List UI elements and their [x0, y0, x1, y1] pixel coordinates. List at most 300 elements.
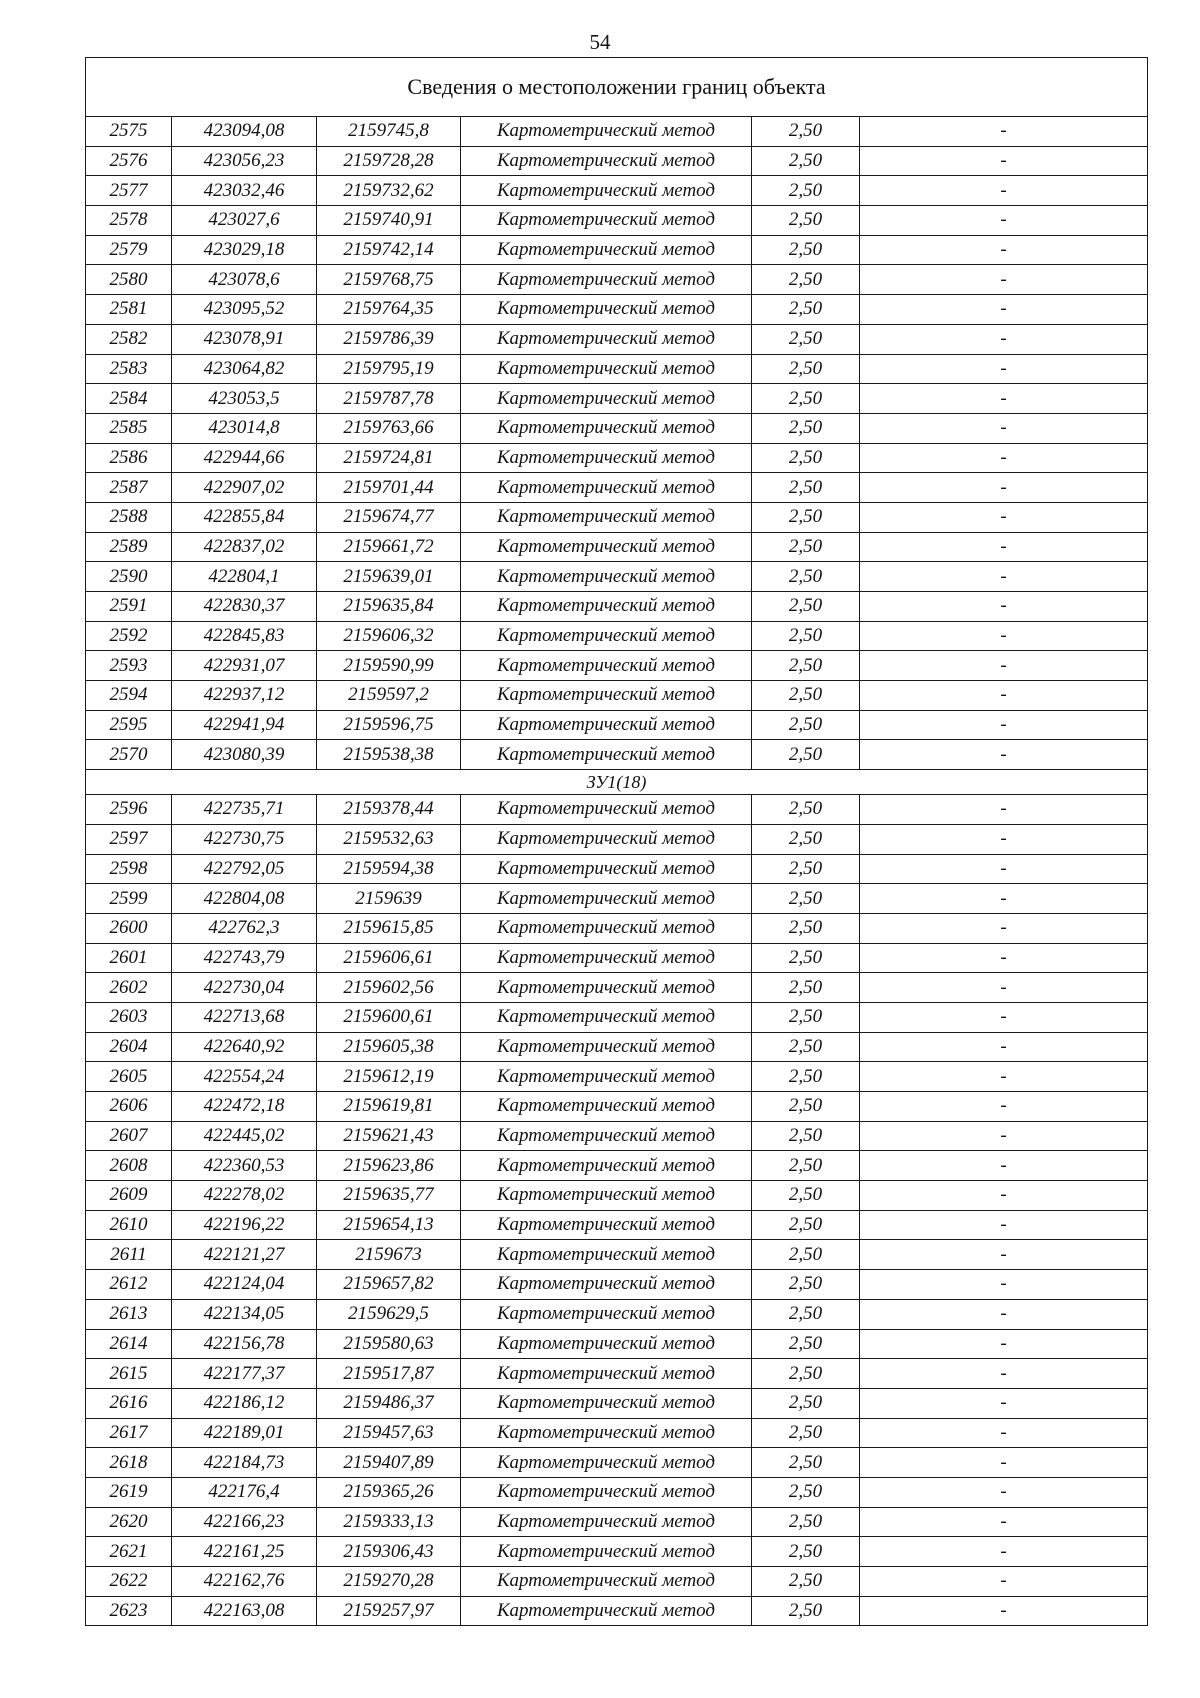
y-coordinate-cell: 2159623,86 [317, 1151, 461, 1181]
table-row [86, 473, 1148, 503]
x-coordinate-cell: 422845,83 [172, 621, 317, 651]
accuracy-cell: 2,50 [752, 146, 860, 176]
accuracy-cell: 2,50 [752, 562, 860, 592]
table-row [86, 681, 1148, 711]
section-label: ЗУ1(18) [86, 770, 1148, 795]
method-cell: Картометрический метод [461, 235, 752, 265]
table-row [86, 913, 1148, 943]
description-cell: - [860, 884, 1148, 914]
table-row [86, 824, 1148, 854]
description-cell: - [860, 1240, 1148, 1270]
description-cell: - [860, 176, 1148, 206]
x-coordinate-cell: 422804,08 [172, 884, 317, 914]
accuracy-cell: 2,50 [752, 1448, 860, 1478]
accuracy-cell: 2,50 [752, 1062, 860, 1092]
description-cell: - [860, 146, 1148, 176]
method-cell: Картометрический метод [461, 1567, 752, 1597]
y-coordinate-cell: 2159619,81 [317, 1092, 461, 1122]
x-coordinate-cell: 422855,84 [172, 502, 317, 532]
point-number-cell: 2598 [86, 854, 172, 884]
method-cell: Картометрический метод [461, 1359, 752, 1389]
table-row [86, 973, 1148, 1003]
y-coordinate-cell: 2159654,13 [317, 1210, 461, 1240]
accuracy-cell: 2,50 [752, 1596, 860, 1626]
description-cell: - [860, 1121, 1148, 1151]
table-row [86, 1299, 1148, 1329]
point-number-cell: 2606 [86, 1092, 172, 1122]
x-coordinate-cell: 422640,92 [172, 1032, 317, 1062]
method-cell: Картометрический метод [461, 884, 752, 914]
x-coordinate-cell: 422161,25 [172, 1537, 317, 1567]
accuracy-cell: 2,50 [752, 1507, 860, 1537]
table-row [86, 413, 1148, 443]
y-coordinate-cell: 2159486,37 [317, 1388, 461, 1418]
table-row [86, 1151, 1148, 1181]
point-number-cell: 2620 [86, 1507, 172, 1537]
y-coordinate-cell: 2159674,77 [317, 502, 461, 532]
method-cell: Картометрический метод [461, 1002, 752, 1032]
accuracy-cell: 2,50 [752, 473, 860, 503]
table-row [86, 295, 1148, 325]
description-cell: - [860, 443, 1148, 473]
accuracy-cell: 2,50 [752, 1418, 860, 1448]
point-number-cell: 2609 [86, 1181, 172, 1211]
description-cell: - [860, 265, 1148, 295]
table-row [86, 324, 1148, 354]
method-cell: Картометрический метод [461, 1092, 752, 1122]
method-cell: Картометрический метод [461, 592, 752, 622]
y-coordinate-cell: 2159407,89 [317, 1448, 461, 1478]
point-number-cell: 2575 [86, 117, 172, 147]
table-row [86, 1418, 1148, 1448]
table-row [86, 443, 1148, 473]
y-coordinate-cell: 2159629,5 [317, 1299, 461, 1329]
accuracy-cell: 2,50 [752, 532, 860, 562]
x-coordinate-cell: 422186,12 [172, 1388, 317, 1418]
y-coordinate-cell: 2159639,01 [317, 562, 461, 592]
accuracy-cell: 2,50 [752, 651, 860, 681]
table-row [86, 1477, 1148, 1507]
table-row [86, 235, 1148, 265]
table-row [86, 146, 1148, 176]
y-coordinate-cell: 2159365,26 [317, 1477, 461, 1507]
x-coordinate-cell: 422554,24 [172, 1062, 317, 1092]
point-number-cell: 2623 [86, 1596, 172, 1626]
description-cell: - [860, 384, 1148, 414]
accuracy-cell: 2,50 [752, 1151, 860, 1181]
x-coordinate-cell: 423078,6 [172, 265, 317, 295]
point-number-cell: 2588 [86, 502, 172, 532]
x-coordinate-cell: 422837,02 [172, 532, 317, 562]
point-number-cell: 2594 [86, 681, 172, 711]
description-cell: - [860, 943, 1148, 973]
y-coordinate-cell: 2159257,97 [317, 1596, 461, 1626]
description-cell: - [860, 562, 1148, 592]
x-coordinate-cell: 422196,22 [172, 1210, 317, 1240]
method-cell: Картометрический метод [461, 681, 752, 711]
description-cell: - [860, 354, 1148, 384]
method-cell: Картометрический метод [461, 824, 752, 854]
point-number-cell: 2581 [86, 295, 172, 325]
x-coordinate-cell: 423080,39 [172, 740, 317, 770]
point-number-cell: 2597 [86, 824, 172, 854]
point-number-cell: 2585 [86, 413, 172, 443]
y-coordinate-cell: 2159787,78 [317, 384, 461, 414]
point-number-cell: 2584 [86, 384, 172, 414]
method-cell: Картометрический метод [461, 710, 752, 740]
point-number-cell: 2616 [86, 1388, 172, 1418]
description-cell: - [860, 1418, 1148, 1448]
table-row [86, 943, 1148, 973]
table-row [86, 562, 1148, 592]
point-number-cell: 2611 [86, 1240, 172, 1270]
method-cell: Картометрический метод [461, 795, 752, 825]
method-cell: Картометрический метод [461, 295, 752, 325]
description-cell: - [860, 824, 1148, 854]
x-coordinate-cell: 423056,23 [172, 146, 317, 176]
description-cell: - [860, 1388, 1148, 1418]
accuracy-cell: 2,50 [752, 443, 860, 473]
x-coordinate-cell: 422730,75 [172, 824, 317, 854]
table-row [86, 1388, 1148, 1418]
description-cell: - [860, 1537, 1148, 1567]
x-coordinate-cell: 423064,82 [172, 354, 317, 384]
point-number-cell: 2577 [86, 176, 172, 206]
y-coordinate-cell: 2159590,99 [317, 651, 461, 681]
description-cell: - [860, 1359, 1148, 1389]
y-coordinate-cell: 2159732,62 [317, 176, 461, 206]
description-cell: - [860, 854, 1148, 884]
y-coordinate-cell: 2159728,28 [317, 146, 461, 176]
x-coordinate-cell: 422134,05 [172, 1299, 317, 1329]
accuracy-cell: 2,50 [752, 324, 860, 354]
point-number-cell: 2590 [86, 562, 172, 592]
y-coordinate-cell: 2159600,61 [317, 1002, 461, 1032]
point-number-cell: 2607 [86, 1121, 172, 1151]
accuracy-cell: 2,50 [752, 1388, 860, 1418]
x-coordinate-cell: 422121,27 [172, 1240, 317, 1270]
y-coordinate-cell: 2159661,72 [317, 532, 461, 562]
method-cell: Картометрический метод [461, 146, 752, 176]
accuracy-cell: 2,50 [752, 265, 860, 295]
point-number-cell: 2591 [86, 592, 172, 622]
point-number-cell: 2579 [86, 235, 172, 265]
accuracy-cell: 2,50 [752, 854, 860, 884]
accuracy-cell: 2,50 [752, 354, 860, 384]
method-cell: Картометрический метод [461, 265, 752, 295]
accuracy-cell: 2,50 [752, 1032, 860, 1062]
point-number-cell: 2595 [86, 710, 172, 740]
accuracy-cell: 2,50 [752, 1002, 860, 1032]
description-cell: - [860, 1062, 1148, 1092]
method-cell: Картометрический метод [461, 621, 752, 651]
accuracy-cell: 2,50 [752, 1567, 860, 1597]
description-cell: - [860, 1092, 1148, 1122]
method-cell: Картометрический метод [461, 443, 752, 473]
point-number-cell: 2593 [86, 651, 172, 681]
y-coordinate-cell: 2159795,19 [317, 354, 461, 384]
y-coordinate-cell: 2159673 [317, 1240, 461, 1270]
method-cell: Картометрический метод [461, 1299, 752, 1329]
boundary-coordinates-table [85, 57, 1148, 1626]
x-coordinate-cell: 422163,08 [172, 1596, 317, 1626]
y-coordinate-cell: 2159306,43 [317, 1537, 461, 1567]
accuracy-cell: 2,50 [752, 1477, 860, 1507]
y-coordinate-cell: 2159606,32 [317, 621, 461, 651]
description-cell: - [860, 206, 1148, 236]
y-coordinate-cell: 2159612,19 [317, 1062, 461, 1092]
method-cell: Картометрический метод [461, 176, 752, 206]
y-coordinate-cell: 2159594,38 [317, 854, 461, 884]
table-row [86, 1507, 1148, 1537]
method-cell: Картометрический метод [461, 1596, 752, 1626]
method-cell: Картометрический метод [461, 1388, 752, 1418]
point-number-cell: 2583 [86, 354, 172, 384]
table-row [86, 1181, 1148, 1211]
x-coordinate-cell: 422156,78 [172, 1329, 317, 1359]
description-cell: - [860, 1032, 1148, 1062]
x-coordinate-cell: 422162,76 [172, 1567, 317, 1597]
x-coordinate-cell: 422445,02 [172, 1121, 317, 1151]
table-row [86, 1596, 1148, 1626]
x-coordinate-cell: 423095,52 [172, 295, 317, 325]
accuracy-cell: 2,50 [752, 681, 860, 711]
method-cell: Картометрический метод [461, 1121, 752, 1151]
accuracy-cell: 2,50 [752, 1240, 860, 1270]
table-row [86, 265, 1148, 295]
x-coordinate-cell: 422184,73 [172, 1448, 317, 1478]
accuracy-cell: 2,50 [752, 384, 860, 414]
y-coordinate-cell: 2159639 [317, 884, 461, 914]
x-coordinate-cell: 422792,05 [172, 854, 317, 884]
x-coordinate-cell: 422944,66 [172, 443, 317, 473]
y-coordinate-cell: 2159378,44 [317, 795, 461, 825]
y-coordinate-cell: 2159786,39 [317, 324, 461, 354]
description-cell: - [860, 324, 1148, 354]
method-cell: Картометрический метод [461, 740, 752, 770]
point-number-cell: 2619 [86, 1477, 172, 1507]
x-coordinate-cell: 423014,8 [172, 413, 317, 443]
point-number-cell: 2608 [86, 1151, 172, 1181]
table-row [86, 1121, 1148, 1151]
x-coordinate-cell: 422713,68 [172, 1002, 317, 1032]
method-cell: Картометрический метод [461, 324, 752, 354]
method-cell: Картометрический метод [461, 973, 752, 1003]
point-number-cell: 2582 [86, 324, 172, 354]
point-number-cell: 2587 [86, 473, 172, 503]
table-row [86, 1329, 1148, 1359]
accuracy-cell: 2,50 [752, 1092, 860, 1122]
description-cell: - [860, 235, 1148, 265]
accuracy-cell: 2,50 [752, 1299, 860, 1329]
method-cell: Картометрический метод [461, 1537, 752, 1567]
y-coordinate-cell: 2159602,56 [317, 973, 461, 1003]
accuracy-cell: 2,50 [752, 1210, 860, 1240]
point-number-cell: 2580 [86, 265, 172, 295]
accuracy-cell: 2,50 [752, 795, 860, 825]
table-row [86, 710, 1148, 740]
x-coordinate-cell: 422176,4 [172, 1477, 317, 1507]
point-number-cell: 2613 [86, 1299, 172, 1329]
y-coordinate-cell: 2159333,13 [317, 1507, 461, 1537]
x-coordinate-cell: 423053,5 [172, 384, 317, 414]
accuracy-cell: 2,50 [752, 913, 860, 943]
point-number-cell: 2586 [86, 443, 172, 473]
table-row [86, 1537, 1148, 1567]
x-coordinate-cell: 422166,23 [172, 1507, 317, 1537]
x-coordinate-cell: 422937,12 [172, 681, 317, 711]
accuracy-cell: 2,50 [752, 1537, 860, 1567]
table-row [86, 1210, 1148, 1240]
description-cell: - [860, 1181, 1148, 1211]
point-number-cell: 2596 [86, 795, 172, 825]
accuracy-cell: 2,50 [752, 235, 860, 265]
point-number-cell: 2618 [86, 1448, 172, 1478]
x-coordinate-cell: 422177,37 [172, 1359, 317, 1389]
x-coordinate-cell: 422804,1 [172, 562, 317, 592]
table-row [86, 206, 1148, 236]
table-row [86, 1448, 1148, 1478]
table-row [86, 176, 1148, 206]
y-coordinate-cell: 2159605,38 [317, 1032, 461, 1062]
method-cell: Картометрический метод [461, 1448, 752, 1478]
description-cell: - [860, 592, 1148, 622]
table-row [86, 1032, 1148, 1062]
accuracy-cell: 2,50 [752, 973, 860, 1003]
description-cell: - [860, 117, 1148, 147]
table-row [86, 117, 1148, 147]
point-number-cell: 2617 [86, 1418, 172, 1448]
description-cell: - [860, 795, 1148, 825]
table-row [86, 1092, 1148, 1122]
accuracy-cell: 2,50 [752, 1329, 860, 1359]
y-coordinate-cell: 2159768,75 [317, 265, 461, 295]
description-cell: - [860, 651, 1148, 681]
description-cell: - [860, 621, 1148, 651]
x-coordinate-cell: 422941,94 [172, 710, 317, 740]
method-cell: Картометрический метод [461, 473, 752, 503]
x-coordinate-cell: 423027,6 [172, 206, 317, 236]
x-coordinate-cell: 422830,37 [172, 592, 317, 622]
description-cell: - [860, 973, 1148, 1003]
method-cell: Картометрический метод [461, 1270, 752, 1300]
accuracy-cell: 2,50 [752, 884, 860, 914]
point-number-cell: 2600 [86, 913, 172, 943]
x-coordinate-cell: 422189,01 [172, 1418, 317, 1448]
description-cell: - [860, 295, 1148, 325]
x-coordinate-cell: 423094,08 [172, 117, 317, 147]
accuracy-cell: 2,50 [752, 295, 860, 325]
method-cell: Картометрический метод [461, 206, 752, 236]
table-row [86, 1062, 1148, 1092]
method-cell: Картометрический метод [461, 1032, 752, 1062]
table-row [86, 884, 1148, 914]
description-cell: - [860, 1210, 1148, 1240]
method-cell: Картометрический метод [461, 1418, 752, 1448]
accuracy-cell: 2,50 [752, 413, 860, 443]
description-cell: - [860, 1507, 1148, 1537]
description-cell: - [860, 1270, 1148, 1300]
table-row [86, 384, 1148, 414]
y-coordinate-cell: 2159745,8 [317, 117, 461, 147]
point-number-cell: 2570 [86, 740, 172, 770]
method-cell: Картометрический метод [461, 1240, 752, 1270]
x-coordinate-cell: 422743,79 [172, 943, 317, 973]
table-row [86, 502, 1148, 532]
method-cell: Картометрический метод [461, 854, 752, 884]
table-row [86, 854, 1148, 884]
y-coordinate-cell: 2159763,66 [317, 413, 461, 443]
accuracy-cell: 2,50 [752, 206, 860, 236]
method-cell: Картометрический метод [461, 1477, 752, 1507]
method-cell: Картометрический метод [461, 384, 752, 414]
description-cell: - [860, 413, 1148, 443]
y-coordinate-cell: 2159742,14 [317, 235, 461, 265]
method-cell: Картометрический метод [461, 1151, 752, 1181]
description-cell: - [860, 1477, 1148, 1507]
y-coordinate-cell: 2159635,77 [317, 1181, 461, 1211]
table-row [86, 1567, 1148, 1597]
point-number-cell: 2603 [86, 1002, 172, 1032]
y-coordinate-cell: 2159270,28 [317, 1567, 461, 1597]
table-title-row [86, 58, 1148, 117]
method-cell: Картометрический метод [461, 413, 752, 443]
point-number-cell: 2612 [86, 1270, 172, 1300]
table-row [86, 795, 1148, 825]
accuracy-cell: 2,50 [752, 117, 860, 147]
y-coordinate-cell: 2159621,43 [317, 1121, 461, 1151]
y-coordinate-cell: 2159597,2 [317, 681, 461, 711]
method-cell: Картометрический метод [461, 532, 752, 562]
accuracy-cell: 2,50 [752, 710, 860, 740]
table-row [86, 651, 1148, 681]
table-row [86, 1240, 1148, 1270]
description-cell: - [860, 502, 1148, 532]
method-cell: Картометрический метод [461, 354, 752, 384]
accuracy-cell: 2,50 [752, 1121, 860, 1151]
x-coordinate-cell: 422278,02 [172, 1181, 317, 1211]
point-number-cell: 2621 [86, 1537, 172, 1567]
description-cell: - [860, 1448, 1148, 1478]
table-row [86, 354, 1148, 384]
point-number-cell: 2589 [86, 532, 172, 562]
table-row [86, 621, 1148, 651]
y-coordinate-cell: 2159517,87 [317, 1359, 461, 1389]
accuracy-cell: 2,50 [752, 824, 860, 854]
method-cell: Картометрический метод [461, 1329, 752, 1359]
description-cell: - [860, 1567, 1148, 1597]
description-cell: - [860, 1002, 1148, 1032]
table-row [86, 740, 1148, 770]
point-number-cell: 2599 [86, 884, 172, 914]
point-number-cell: 2615 [86, 1359, 172, 1389]
accuracy-cell: 2,50 [752, 1359, 860, 1389]
y-coordinate-cell: 2159724,81 [317, 443, 461, 473]
description-cell: - [860, 532, 1148, 562]
y-coordinate-cell: 2159580,63 [317, 1329, 461, 1359]
x-coordinate-cell: 423032,46 [172, 176, 317, 206]
point-number-cell: 2578 [86, 206, 172, 236]
point-number-cell: 2604 [86, 1032, 172, 1062]
accuracy-cell: 2,50 [752, 621, 860, 651]
accuracy-cell: 2,50 [752, 592, 860, 622]
point-number-cell: 2601 [86, 943, 172, 973]
table-row [86, 592, 1148, 622]
description-cell: - [860, 1151, 1148, 1181]
y-coordinate-cell: 2159657,82 [317, 1270, 461, 1300]
accuracy-cell: 2,50 [752, 176, 860, 206]
y-coordinate-cell: 2159635,84 [317, 592, 461, 622]
